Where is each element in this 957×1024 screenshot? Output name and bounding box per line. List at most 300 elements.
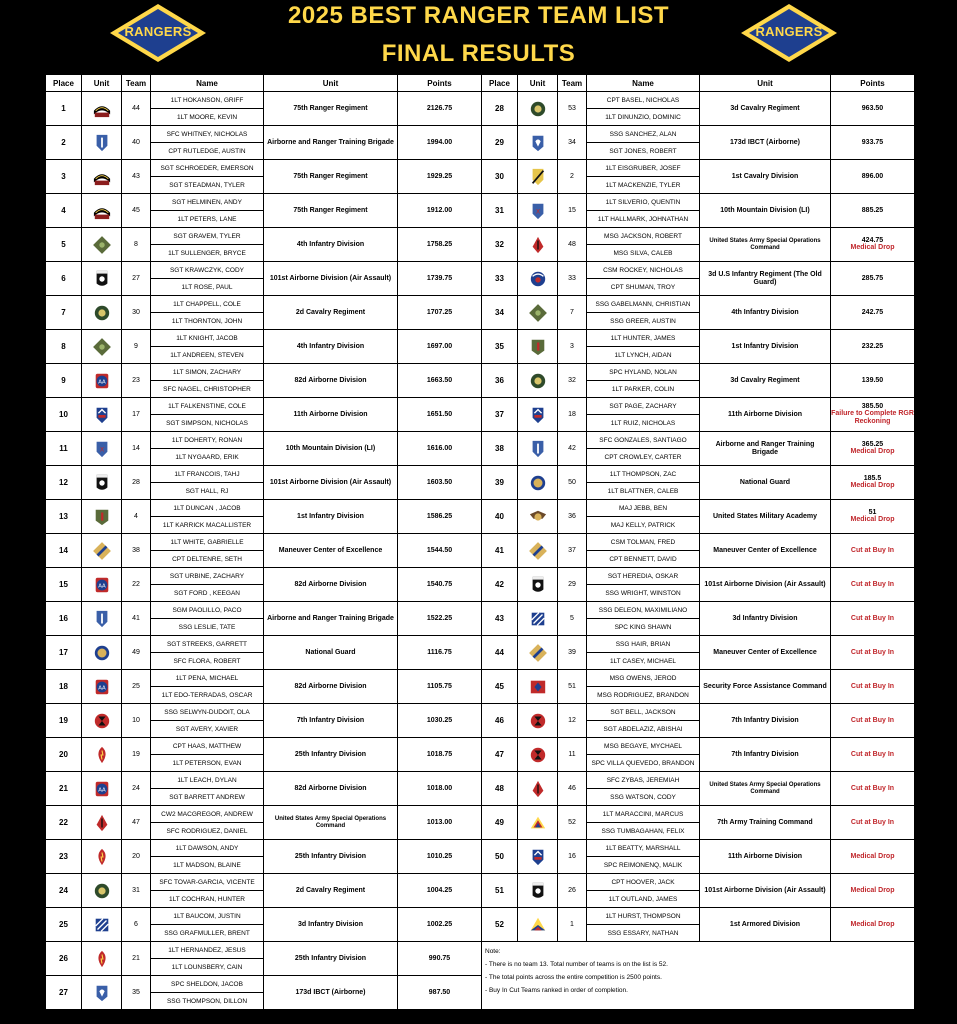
place-cell: 1 [46, 92, 82, 126]
usma-crest-icon [529, 507, 547, 527]
unit-patch-cell [82, 296, 122, 330]
team-number-cell: 38 [122, 534, 151, 568]
place-cell: 22 [46, 806, 82, 840]
unit-patch-cell [518, 364, 558, 398]
col-header-unit-name: Unit [700, 75, 831, 92]
status-text: Cut at Buy In [850, 716, 895, 724]
points-cell [398, 908, 482, 942]
unit-patch-cell [518, 194, 558, 228]
team-number-cell: 14 [122, 432, 151, 466]
note-line: - Buy In Cut Teams ranked in order of completion. [485, 987, 628, 994]
member-name-cell: 1LT KNIGHT, JACOB [151, 330, 264, 347]
ivy-leaf-icon [93, 337, 111, 357]
member-name-cell: SSG WRIGHT, WINSTON [587, 585, 700, 602]
member-name-cell: SGT PAGE, ZACHARY [587, 398, 700, 415]
place-cell: 27 [46, 976, 82, 1010]
member-name-cell: SGT ABDELAZIZ, ABISHAI [587, 721, 700, 738]
unit-patch-cell [518, 92, 558, 126]
member-name-cell: SSG WATSON, CODY [587, 789, 700, 806]
ranger-tab-icon [93, 167, 111, 187]
mountain-patch-icon [93, 439, 111, 459]
team-number-cell: 20 [122, 840, 151, 874]
table-row [46, 670, 915, 687]
member-name-cell: SGT AVERY, XAVIER [151, 721, 264, 738]
points-cell [831, 704, 915, 738]
unit-name-cell: Airborne and Ranger Training Brigade [700, 432, 831, 466]
unit-patch-cell [82, 160, 122, 194]
member-name-cell: 1LT OUTLAND, JAMES [587, 891, 700, 908]
old-guard-icon [529, 269, 547, 289]
member-name-cell: SPC VILLA QUEVEDO, BRANDON [587, 755, 700, 772]
team-number-cell: 28 [122, 466, 151, 500]
unit-name-cell: 75th Ranger Regiment [264, 160, 398, 194]
arctic-patch-icon [93, 405, 111, 425]
team-number-cell: 26 [558, 874, 587, 908]
table-row [46, 296, 915, 313]
points-cell [398, 670, 482, 704]
cavalry-crest-icon [529, 371, 547, 391]
member-name-cell: SSG ESSARY, NATHAN [587, 925, 700, 942]
unit-name-cell: 173d IBCT (Airborne) [264, 976, 398, 1010]
team-number-cell: 8 [122, 228, 151, 262]
status-text: Medical Drop [850, 244, 895, 251]
unit-name-cell: 101st Airborne Division (Air Assault) [264, 262, 398, 296]
member-name-cell: 1LT LOUNSBERY, CAIN [151, 959, 264, 976]
points-cell [398, 466, 482, 500]
unit-name-cell: 101st Airborne Division (Air Assault) [700, 568, 831, 602]
points-cell [831, 806, 915, 840]
unit-name-cell: Security Force Assistance Command [700, 670, 831, 704]
points-value: 1013.00 [426, 819, 453, 826]
team-number-cell: 11 [558, 738, 587, 772]
place-cell: 50 [482, 840, 518, 874]
unit-patch-cell [82, 670, 122, 704]
team-number-cell: 47 [122, 806, 151, 840]
team-number-cell: 10 [122, 704, 151, 738]
member-name-cell: CPT CROWLEY, CARTER [587, 449, 700, 466]
team-number-cell: 16 [558, 840, 587, 874]
place-cell: 20 [46, 738, 82, 772]
arctic-patch-icon [529, 405, 547, 425]
place-cell: 45 [482, 670, 518, 704]
place-cell: 47 [482, 738, 518, 772]
points-value: 1994.00 [426, 139, 453, 146]
ivy-leaf-icon [93, 235, 111, 255]
stripes-patch-icon [93, 915, 111, 935]
place-cell: 2 [46, 126, 82, 160]
member-name-cell: SSG HAIR, BRIAN [587, 636, 700, 653]
member-name-cell: 1LT PARKER, COLIN [587, 381, 700, 398]
member-name-cell: SSG DELEON, MAXIMILIANO [587, 602, 700, 619]
member-name-cell: SGT FORD , KEEGAN [151, 585, 264, 602]
points-value: 933.75 [861, 139, 884, 146]
horse-patch-icon [529, 167, 547, 187]
unit-name-cell: National Guard [700, 466, 831, 500]
points-cell [831, 160, 915, 194]
status-text: Cut at Buy In [850, 682, 895, 690]
points-value: 1758.25 [426, 241, 453, 248]
points-cell [398, 704, 482, 738]
unit-patch-cell [518, 738, 558, 772]
points-cell [398, 126, 482, 160]
unit-name-cell: 3d Infantry Division [264, 908, 398, 942]
unit-name-cell: 1st Cavalry Division [700, 160, 831, 194]
points-value: 365.25 [861, 441, 884, 448]
member-name-cell: 1LT EISGRUBER, JOSEF [587, 160, 700, 177]
aa-patch-icon [93, 677, 111, 697]
place-cell: 42 [482, 568, 518, 602]
member-name-cell: SSG SANCHEZ, ALAN [587, 126, 700, 143]
unit-name-cell: United States Army Special Operations Command [264, 806, 398, 840]
place-cell: 31 [482, 194, 518, 228]
unit-name-cell: 3d Cavalry Regiment [700, 364, 831, 398]
place-cell: 44 [482, 636, 518, 670]
member-name-cell: CPT HOOVER, JACK [587, 874, 700, 891]
team-number-cell: 39 [558, 636, 587, 670]
logo-text: RANGERS [755, 24, 823, 39]
unit-patch-cell [82, 908, 122, 942]
sky-soldier-icon [529, 133, 547, 153]
page-subtitle: FINAL RESULTS [381, 40, 576, 67]
points-value: 185.5 [863, 475, 882, 482]
cavalry-crest-icon [529, 99, 547, 119]
points-value: 424.75 [861, 237, 884, 244]
unit-name-cell: 3d Cavalry Regiment [700, 92, 831, 126]
points-value: 139.50 [861, 377, 884, 384]
unit-name-cell: 2d Cavalry Regiment [264, 874, 398, 908]
place-cell: 11 [46, 432, 82, 466]
guard-seal-icon [93, 643, 111, 663]
member-name-cell: 1LT BAUCOM, JUSTIN [151, 908, 264, 925]
sky-soldier-icon [93, 983, 111, 1003]
col-header-unit: Unit [518, 75, 558, 92]
member-name-cell: SSG LESLIE, TATE [151, 619, 264, 636]
results-table [45, 74, 915, 1010]
armored-patch-icon [529, 915, 547, 935]
points-cell [831, 874, 915, 908]
unit-name-cell: 1st Infantry Division [700, 330, 831, 364]
points-value: 1002.25 [426, 921, 453, 928]
points-value: 1603.50 [426, 479, 453, 486]
svg-text:AA: AA [97, 583, 106, 590]
points-cell [398, 874, 482, 908]
table-row [46, 432, 915, 449]
member-name-cell: SGT URBINE, ZACHARY [151, 568, 264, 585]
points-cell [831, 534, 915, 568]
aa-patch-icon [93, 575, 111, 595]
points-value: 1030.25 [426, 717, 453, 724]
points-cell [398, 772, 482, 806]
place-cell: 51 [482, 874, 518, 908]
taro-leaf-icon [93, 745, 111, 765]
taro-leaf-icon [93, 949, 111, 969]
unit-name-cell: 101st Airborne Division (Air Assault) [264, 466, 398, 500]
svg-text:AA: AA [97, 787, 106, 794]
unit-patch-cell [82, 942, 122, 976]
place-cell: 21 [46, 772, 82, 806]
unit-patch-cell [82, 772, 122, 806]
place-cell: 7 [46, 296, 82, 330]
member-name-cell: 1LT EDO-TERRADAS, OSCAR [151, 687, 264, 704]
unit-patch-cell [82, 806, 122, 840]
team-number-cell: 27 [122, 262, 151, 296]
place-cell: 37 [482, 398, 518, 432]
place-cell: 30 [482, 160, 518, 194]
table-row [46, 228, 915, 245]
hourglass-patch-icon [529, 711, 547, 731]
member-name-cell: SSG THOMPSON, DILLON [151, 993, 264, 1010]
table-row [46, 534, 915, 551]
unit-patch-cell [82, 602, 122, 636]
sfac-patch-icon [529, 677, 547, 697]
points-cell [398, 194, 482, 228]
logo-text: RANGERS [124, 24, 192, 39]
points-value: 51 [868, 509, 877, 516]
member-name-cell: CPT BASEL, NICHOLAS [587, 92, 700, 109]
team-number-cell: 34 [558, 126, 587, 160]
col-header-unit-name: Unit [264, 75, 398, 92]
big-red-one-icon [529, 337, 547, 357]
table-row [46, 874, 915, 891]
points-cell [831, 262, 915, 296]
seventh-army-icon [529, 813, 547, 833]
eagle-patch-icon [529, 881, 547, 901]
arrowhead-patch-icon [93, 813, 111, 833]
unit-patch-cell [82, 534, 122, 568]
place-cell: 43 [482, 602, 518, 636]
unit-name-cell: United States Military Academy [700, 500, 831, 534]
points-cell [831, 670, 915, 704]
col-header-points: Points [398, 75, 482, 92]
table-row [46, 364, 915, 381]
member-name-cell: 1LT SULLENGER, BRYCE [151, 245, 264, 262]
team-number-cell: 45 [122, 194, 151, 228]
member-name-cell: SGT GRAVEM, TYLER [151, 228, 264, 245]
points-cell [831, 738, 915, 772]
cavalry-crest-icon [93, 881, 111, 901]
member-name-cell: 1LT MACKENZIE, TYLER [587, 177, 700, 194]
member-name-cell: SPC REIMONENQ, MALIK [587, 857, 700, 874]
place-cell: 23 [46, 840, 82, 874]
team-number-cell: 42 [558, 432, 587, 466]
rangers-logo-right [739, 2, 839, 64]
unit-patch-cell [518, 602, 558, 636]
aa-patch-icon [93, 371, 111, 391]
points-cell [398, 840, 482, 874]
points-cell [831, 228, 915, 262]
unit-patch-cell [82, 398, 122, 432]
member-name-cell: SPC HYLAND, NOLAN [587, 364, 700, 381]
mountain-patch-icon [529, 201, 547, 221]
place-cell: 32 [482, 228, 518, 262]
points-cell [398, 942, 482, 976]
unit-patch-cell [82, 126, 122, 160]
unit-patch-cell [518, 908, 558, 942]
member-name-cell: SGT STREEKS, GARRETT [151, 636, 264, 653]
member-name-cell: 1LT FRANCOIS, TAHJ [151, 466, 264, 483]
status-text: Cut at Buy In [850, 546, 895, 554]
unit-patch-cell [82, 194, 122, 228]
unit-name-cell: 7th Infantry Division [700, 704, 831, 738]
svg-text:X: X [99, 446, 104, 454]
place-cell: 18 [46, 670, 82, 704]
member-name-cell: SFC NAGEL, CHRISTOPHER [151, 381, 264, 398]
team-number-cell: 32 [558, 364, 587, 398]
team-number-cell: 17 [122, 398, 151, 432]
team-number-cell: 25 [122, 670, 151, 704]
points-cell [398, 534, 482, 568]
member-name-cell: SSG SELWYN-DUDOIT, OLA [151, 704, 264, 721]
team-number-cell: 29 [558, 568, 587, 602]
eagle-patch-icon [93, 473, 111, 493]
team-number-cell: 23 [122, 364, 151, 398]
member-name-cell: SFC GONZALES, SANTIAGO [587, 432, 700, 449]
unit-patch-cell [82, 500, 122, 534]
points-cell [831, 602, 915, 636]
team-number-cell: 48 [558, 228, 587, 262]
place-cell: 5 [46, 228, 82, 262]
points-cell [831, 432, 915, 466]
ranger-tab-icon [93, 201, 111, 221]
points-value: 285.75 [861, 275, 884, 282]
unit-name-cell: 25th Infantry Division [264, 738, 398, 772]
points-value: 1739.75 [426, 275, 453, 282]
unit-patch-cell [518, 330, 558, 364]
member-name-cell: 1LT RUIZ, NICHOLAS [587, 415, 700, 432]
member-name-cell: 1LT DUNCAN , JACOB [151, 500, 264, 517]
points-cell [398, 364, 482, 398]
table-row [46, 806, 915, 823]
member-name-cell: SGT HEREDIA, OSKAR [587, 568, 700, 585]
svg-text:AA: AA [97, 379, 106, 386]
unit-name-cell: 82d Airborne Division [264, 772, 398, 806]
table-row [46, 194, 915, 211]
table-row [46, 500, 915, 517]
member-name-cell: 1LT HERNANDEZ, JESUS [151, 942, 264, 959]
unit-patch-cell [82, 92, 122, 126]
points-cell [831, 466, 915, 500]
unit-patch-cell [518, 568, 558, 602]
member-name-cell: 1LT ROSE, PAUL [151, 279, 264, 296]
unit-name-cell: United States Army Special Operations Command [700, 772, 831, 806]
unit-name-cell: 4th Infantry Division [700, 296, 831, 330]
team-number-cell: 2 [558, 160, 587, 194]
unit-name-cell: 173d IBCT (Airborne) [700, 126, 831, 160]
points-value: 1912.00 [426, 207, 453, 214]
unit-patch-cell [518, 262, 558, 296]
points-value: 990.75 [428, 955, 451, 962]
team-number-cell: 12 [558, 704, 587, 738]
points-cell [831, 126, 915, 160]
table-row [46, 92, 915, 109]
member-name-cell: SFC TOVAR-GARCIA, VICENTE [151, 874, 264, 891]
points-value: 1540.75 [426, 581, 453, 588]
points-cell [398, 262, 482, 296]
note-box [482, 942, 915, 1010]
member-name-cell: 1LT MOORE, KEVIN [151, 109, 264, 126]
place-cell: 41 [482, 534, 518, 568]
unit-name-cell: 4th Infantry Division [264, 330, 398, 364]
points-value: 242.75 [861, 309, 884, 316]
member-name-cell: 1LT CASEY, MICHAEL [587, 653, 700, 670]
unit-patch-cell [82, 636, 122, 670]
team-number-cell: 19 [122, 738, 151, 772]
unit-name-cell: 25th Infantry Division [264, 942, 398, 976]
points-value: 1697.00 [426, 343, 453, 350]
page-title: 2025 BEST RANGER TEAM LIST [287, 2, 670, 29]
ivy-leaf-icon [529, 303, 547, 323]
col-header-unit: Unit [82, 75, 122, 92]
unit-patch-cell [82, 364, 122, 398]
points-cell [398, 296, 482, 330]
member-name-cell: SGT BELL, JACKSON [587, 704, 700, 721]
team-number-cell: 30 [122, 296, 151, 330]
member-name-cell: CSM ROCKEY, NICHOLAS [587, 262, 700, 279]
col-header-name: Name [151, 75, 264, 92]
points-value: 1707.25 [426, 309, 453, 316]
place-cell: 14 [46, 534, 82, 568]
place-cell: 34 [482, 296, 518, 330]
hourglass-patch-icon [93, 711, 111, 731]
team-number-cell: 4 [122, 500, 151, 534]
unit-name-cell: 75th Ranger Regiment [264, 92, 398, 126]
unit-name-cell: 82d Airborne Division [264, 670, 398, 704]
arrowhead-patch-icon [529, 779, 547, 799]
team-number-cell: 37 [558, 534, 587, 568]
team-number-cell: 36 [558, 500, 587, 534]
points-cell [398, 500, 482, 534]
taro-leaf-icon [93, 847, 111, 867]
unit-patch-cell [518, 296, 558, 330]
unit-name-cell: 11th Airborne Division [700, 840, 831, 874]
member-name-cell: SSG GABELMANN, CHRISTIAN [587, 296, 700, 313]
points-cell [831, 772, 915, 806]
member-name-cell: SPC SHELDON, JACOB [151, 976, 264, 993]
points-cell [398, 806, 482, 840]
status-text: Medical Drop [850, 516, 895, 523]
table-body [46, 92, 915, 1010]
unit-patch-cell [518, 772, 558, 806]
member-name-cell: SGT SIMPSON, NICHOLAS [151, 415, 264, 432]
team-number-cell: 50 [558, 466, 587, 500]
unit-name-cell: 3d U.S Infantry Regiment (The Old Guard) [700, 262, 831, 296]
unit-patch-cell [518, 160, 558, 194]
mcoe-patch-icon [93, 541, 111, 561]
status-text: Medical Drop [850, 852, 895, 860]
member-name-cell: CPT BENNETT, DAVID [587, 551, 700, 568]
points-value: 1586.25 [426, 513, 453, 520]
points-value: 1010.25 [426, 853, 453, 860]
points-value: 232.25 [861, 343, 884, 350]
note-title: Note: [485, 948, 501, 955]
member-name-cell: CPT RUTLEDGE, AUSTIN [151, 143, 264, 160]
points-value: 1004.25 [426, 887, 453, 894]
member-name-cell: 1LT SILVERIO, QUENTIN [587, 194, 700, 211]
unit-name-cell: 4th Infantry Division [264, 228, 398, 262]
place-cell: 48 [482, 772, 518, 806]
member-name-cell: SGT HALL, RJ [151, 483, 264, 500]
place-cell: 46 [482, 704, 518, 738]
place-cell: 9 [46, 364, 82, 398]
artb-patch-icon [529, 439, 547, 459]
place-cell: 40 [482, 500, 518, 534]
table-row [46, 840, 915, 857]
team-number-cell: 40 [122, 126, 151, 160]
unit-name-cell: 101st Airborne Division (Air Assault) [700, 874, 831, 908]
col-header-place: Place [482, 75, 518, 92]
points-cell [831, 840, 915, 874]
cavalry-crest-icon [93, 303, 111, 323]
